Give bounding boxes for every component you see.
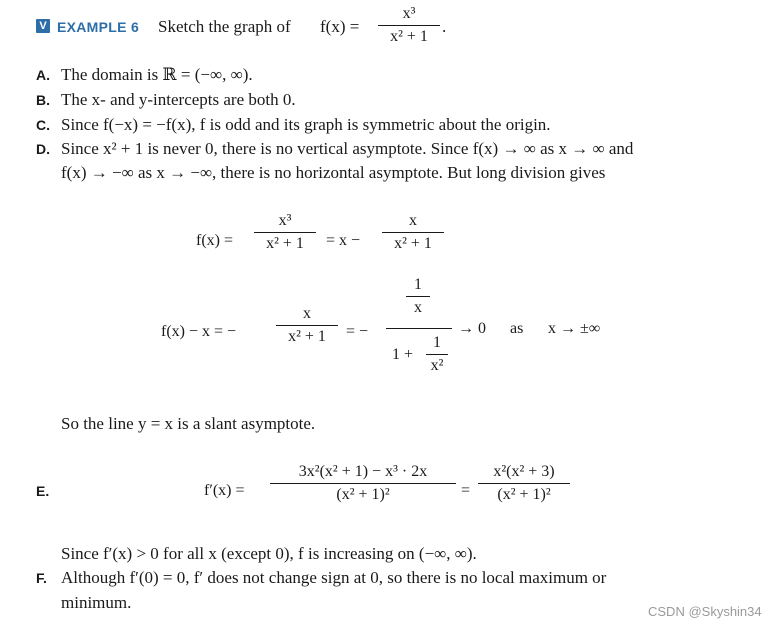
example-func: f(x) =: [320, 17, 360, 36]
item-c-label: C.: [36, 117, 50, 133]
eq2-main-bar: [386, 328, 452, 329]
item-a-text: The domain is ℝ = (−∞, ∞).: [61, 65, 253, 84]
eq1-num2: x: [409, 212, 417, 229]
item-f-line2: minimum.: [61, 593, 132, 612]
eq3-den1: (x² + 1)²: [336, 486, 390, 503]
eq3-mid: =: [461, 482, 471, 499]
example-icon: V: [36, 19, 50, 33]
eq2-bot-fraction: [426, 334, 448, 375]
slant-asymptote-text: So the line y = x is a slant asymptote.: [61, 414, 316, 433]
eq2-bot-den: x²: [430, 357, 444, 374]
eq1-num1: x³: [278, 212, 292, 229]
eq2-limit: x → ±∞: [548, 320, 601, 337]
increasing-text: Since f′(x) > 0 for all x (except 0), f is increasing on (−∞, ∞).: [61, 544, 477, 563]
item-f-line1: Although f′(0) = 0, f′ does not change sign at 0, so there is no local maximum or: [61, 568, 607, 587]
eq2-fraction-1: [276, 305, 338, 346]
eq2-top-den: x: [414, 299, 422, 316]
eq3-fraction-1: [270, 463, 456, 504]
item-f-label: F.: [36, 570, 47, 586]
eq1-den2: x² + 1: [394, 235, 432, 252]
eq1-fraction-2: [382, 212, 444, 253]
example-label: EXAMPLE 6: [57, 19, 140, 35]
eq2-top-fraction: [406, 276, 430, 317]
eq2-as: as: [510, 320, 524, 337]
eq3-num2: x²(x² + 3): [493, 463, 555, 480]
eq2-mid: = −: [346, 323, 369, 340]
eq1-den1: x² + 1: [266, 235, 304, 252]
eq2-bot-num: 1: [433, 334, 441, 351]
item-e-label: E.: [36, 483, 50, 499]
item-d-line2: f(x) → −∞ as x → −∞, there is no horizontal asymptote. But long division gives: [61, 163, 606, 182]
item-d-label: D.: [36, 141, 50, 157]
eq2-top-num: 1: [414, 276, 422, 293]
eq2-arrow: → 0: [458, 320, 486, 337]
example-period: .: [442, 17, 447, 36]
eq3-den2: (x² + 1)²: [497, 486, 551, 503]
eq2-den1: x² + 1: [288, 328, 326, 345]
item-c-text: Since f(−x) = −f(x), f is odd and its graph is symmetric about the origin.: [61, 115, 551, 134]
eq2-lhs: f(x) − x = −: [161, 323, 237, 340]
eq2-bot-left: 1 +: [392, 346, 414, 363]
watermark: CSDN @Skyshin34: [648, 604, 762, 619]
eq3-fraction-2: [478, 463, 570, 504]
item-b-label: B.: [36, 92, 50, 108]
eq1-mid: = x −: [326, 232, 361, 249]
example-fraction: [378, 5, 440, 46]
eq3-num1: 3x²(x² + 1) − x³ · 2x: [298, 463, 428, 480]
eq1-lhs: f(x) =: [196, 232, 234, 249]
item-a-label: A.: [36, 67, 50, 83]
item-d-line1: Since x² + 1 is never 0, there is no vertical asymptote. Since f(x) → ∞ as x → ∞ and: [61, 139, 634, 158]
item-b-text: The x- and y-intercepts are both 0.: [61, 90, 296, 109]
eq3-lhs: f′(x) =: [204, 482, 245, 499]
example-prompt: Sketch the graph of: [158, 17, 291, 36]
eq2-num1: x: [303, 305, 311, 322]
example-numerator: x³: [402, 5, 416, 22]
eq1-fraction-1: [254, 212, 316, 253]
example-denominator: x² + 1: [390, 28, 428, 45]
